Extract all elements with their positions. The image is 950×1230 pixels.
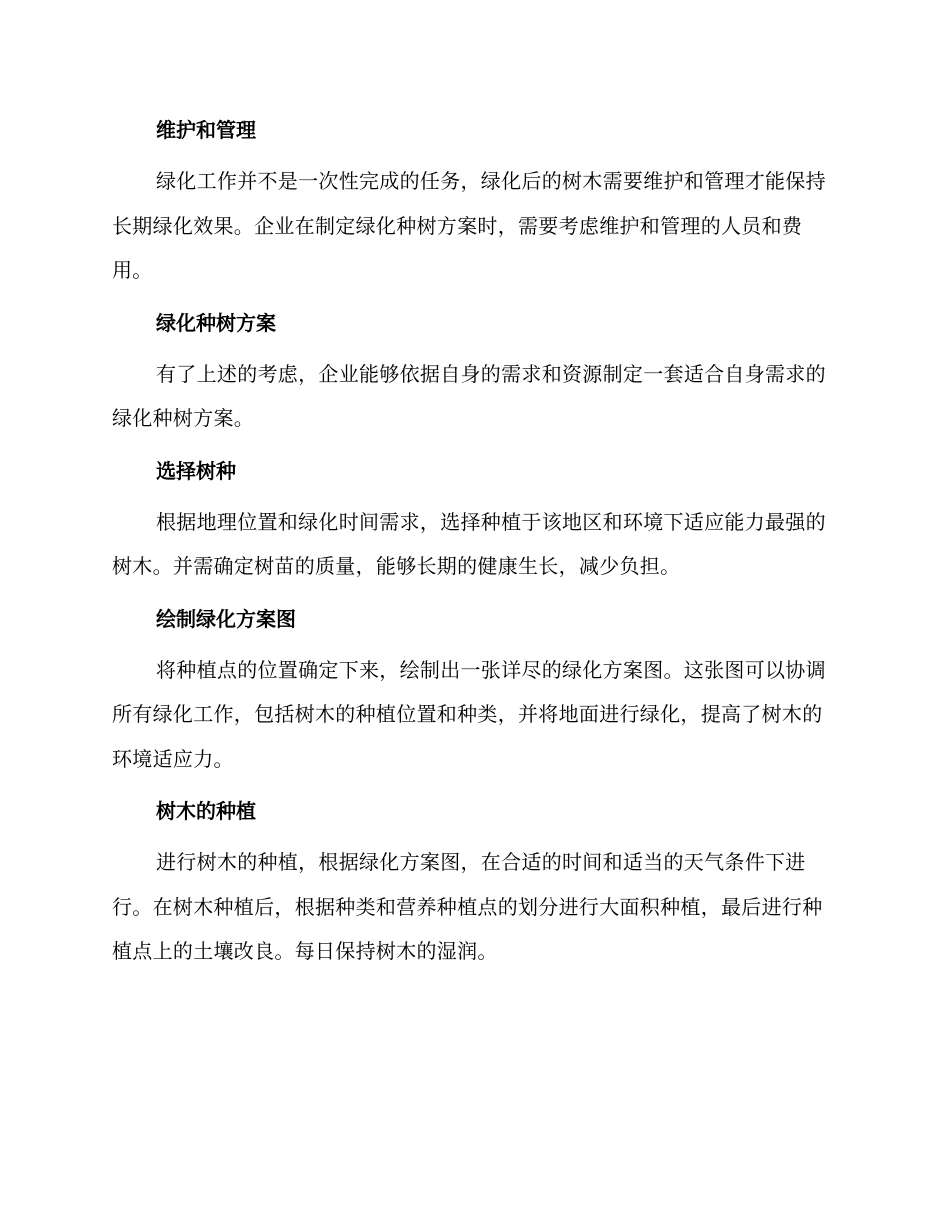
section-paragraph: 进行树木的种植，根据绿化方案图，在合适的时间和适当的天气条件下进行。在树木种植后，根据种类和营养种植点的划分进行大面积种植，最后进行种植点上的土壤改良。每日保持树木的湿润。	[112, 850, 823, 963]
section-paragraph: 有了上述的考虑，企业能够依据自身的需求和资源制定一套适合自身需求的绿化种树方案。	[112, 361, 826, 430]
section-heading: 维护和管理	[156, 118, 256, 142]
section-tree-planting	[112, 791, 834, 974]
document-page	[112, 110, 834, 984]
section-paragraph: 根据地理位置和绿化时间需求，选择种植于该地区和环境下适应能力最强的树木。并需确定树苗的质量，能够长期的健康生长，减少负担。	[112, 509, 826, 578]
section-greening-plan	[112, 303, 834, 441]
section-heading: 绘制绿化方案图	[156, 606, 296, 631]
section-heading: 选择树种	[156, 458, 236, 483]
section-paragraph: 将种植点的位置确定下来，绘制出一张详尽的绿化方案图。这张图可以协调所有绿化工作，包括树木的种植位置和种类，并将地面进行绿化，提高了树木的环境适应力。	[112, 657, 826, 771]
section-heading: 绿化种树方案	[156, 310, 276, 335]
section-paragraph: 绿化工作并不是一次性完成的任务，绿化后的树木需要维护和管理才能保持长期绿化效果。企业在制定绿化种树方案时，需要考虑维护和管理的人员和费用。	[112, 169, 826, 282]
section-maintenance	[112, 110, 834, 293]
section-heading: 树木的种植	[156, 799, 256, 823]
section-plan-map	[112, 599, 834, 782]
section-tree-species	[112, 451, 834, 589]
